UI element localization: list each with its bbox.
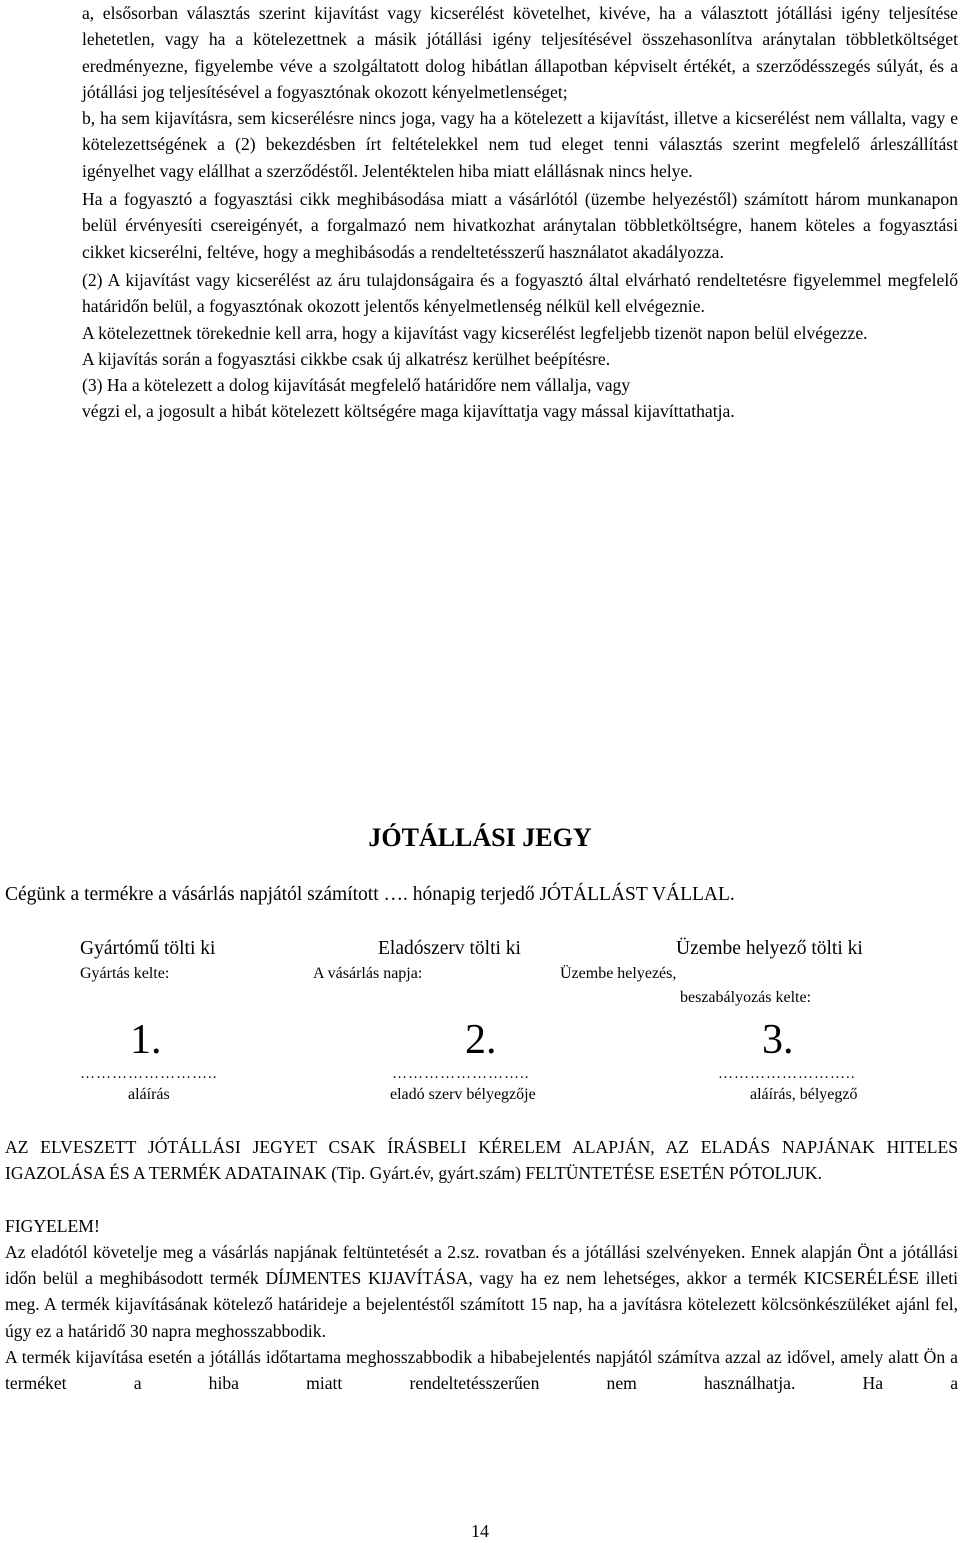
box-number-3: 3. [762, 1017, 794, 1063]
column-header-manufacturer: Gyártómű tölti ki [80, 938, 216, 959]
lost-card-notice: AZ ELVESZETT JÓTÁLLÁSI JEGYET CSAK ÍRÁSBELI KÉRELEM ALAPJÁN, AZ ELADÁS NAPJÁNAK HITELES IGAZOLÁSA ÉS A TERMÉK ADATAINAK (Tip. Gyárt.év, gyárt.szám) FELTÜNTETÉSE ESETÉN PÓTOLJUK. [5, 1137, 958, 1184]
paragraph-d: (2) A kijavítást vagy kicserélést az áru tulajdonságaira és a fogyasztó által elvárható rendeltetésre figyelemmel megfelelő határidőn belül, a fogyasztónak okozott jelentős kényelmetlenség nélkül kell elvégeznie. [82, 269, 958, 317]
box-number-2: 2. [465, 1017, 497, 1063]
notice-section [5, 1134, 958, 1397]
manufacture-date-label: Gyártás kelte: [80, 965, 170, 982]
legal-text-section [82, 0, 958, 425]
guarantee-intro: Cégünk a termékre a vásárlás napjától számított …. hónapig terjedő JÓTÁLLÁST VÁLLAL. [5, 884, 735, 905]
column-header-installer: Üzembe helyező tölti ki [676, 938, 863, 959]
attention-label: FIGYELEM! [5, 1215, 100, 1236]
paragraph-a: a, elsősorban választás szerint kijavítást vagy kicserélést követelhet, kivéve, ha a választott jótállási igény teljesítése lehetetlen, vagy ha a kötelezettnek a másik jótállási igény teljesítésével összehasonlítva aránytalan többletköltséget eredményezne, figyelembe véve a szolgáltatott dolog hibátlan állapotban képviselt értékét, a szerződésszegés súlyát, és a jótállási jog teljesítésével a fogyasztónak okozott kényelmetlenséget; [82, 3, 958, 102]
extension-text: A termék kijavítása esetén a jótállás időtartama meghosszabbodik a hibabejelentés napjától számítva azzal az idővel, amely alatt Ön a terméket a hiba miatt rendeltetésszerűen nem használhatja. Ha a [5, 1347, 958, 1394]
signature-label-1: aláírás [128, 1086, 170, 1103]
column-header-seller: Eladószerv tölti ki [378, 938, 521, 959]
calibration-date-label: beszabályozás kelte: [680, 989, 812, 1006]
installation-label: Üzembe helyezés, [560, 965, 677, 982]
paragraph-e: A kötelezettnek törekednie kell arra, hogy a kijavítást vagy kicserélést legfeljebb tizenöt napon belül elvégezze. [82, 322, 868, 343]
attention-text: Az eladótól követelje meg a vásárlás napjának feltüntetését a 2.sz. rovatban és a jótállási szelvényeken. Ennek alapján Önt a jótállási időn belül a meghibásodott termék DÍJMENTES KIJAVÍTÁSA, vagy ha ez nem lehetséges, akkor a termék KICSERÉLÉSE illeti meg. A termék kijavításának kötelező határideje a bejelentéstől számított 15 nap, ha a javításra kötelezett kölcsönkészüléket ajánl fel, úgy ez a határidő 30 napra meghosszabbodik. [5, 1241, 958, 1341]
page-number: 14 [471, 1521, 489, 1541]
paragraph-h: végzi el, a jogosult a hibát kötelezett költségére maga kijavíttatja vagy mással kijavíttathatja. [82, 401, 735, 422]
purchase-date-label: A vásárlás napja: [313, 965, 423, 982]
signature-line-2: …………………….. [392, 1066, 530, 1082]
signature-label-3: aláírás, bélyegző [750, 1086, 858, 1103]
signature-line-3: …………………….. [718, 1066, 856, 1082]
paragraph-f: A kijavítás során a fogyasztási cikkbe csak új alkatrész kerülhet beépítésre. [82, 348, 611, 369]
box-number-1: 1. [130, 1017, 162, 1063]
paragraph-g: (3) Ha a kötelezett a dolog kijavítását megfelelő határidőre nem vállalja, vagy [82, 375, 631, 396]
signature-line-1: …………………….. [80, 1066, 218, 1082]
paragraph-c: Ha a fogyasztó a fogyasztási cikk meghibásodása miatt a vásárlótól (üzembe helyezéstől) számított három munkanapon belül érvényesíti csereigényét, a forgalmazó nem hivatkozhat aránytalan többletköltségre, hanem köteles a fogyasztási cikket kicserélni, feltéve, hogy a meghibásodás a rendeltetésszerű használatot akadályozza. [82, 189, 958, 262]
paragraph-b: b, ha sem kijavításra, sem kicserélésre nincs joga, vagy ha a kötelezett a kijavítást, illetve a kicserélést nem vállalta, vagy e kötelezettségének a (2) bekezdésben írt feltételekkel nem tud eleget tenni választás szerint megfelelő árleszállítást igényelhet vagy elállhat a szerződéstől. Jelentéktelen hiba miatt elállásnak nincs helye. [82, 108, 958, 181]
signature-label-2: eladó szerv bélyegzője [390, 1086, 536, 1103]
guarantee-title: JÓTÁLLÁSI JEGY [368, 823, 592, 852]
